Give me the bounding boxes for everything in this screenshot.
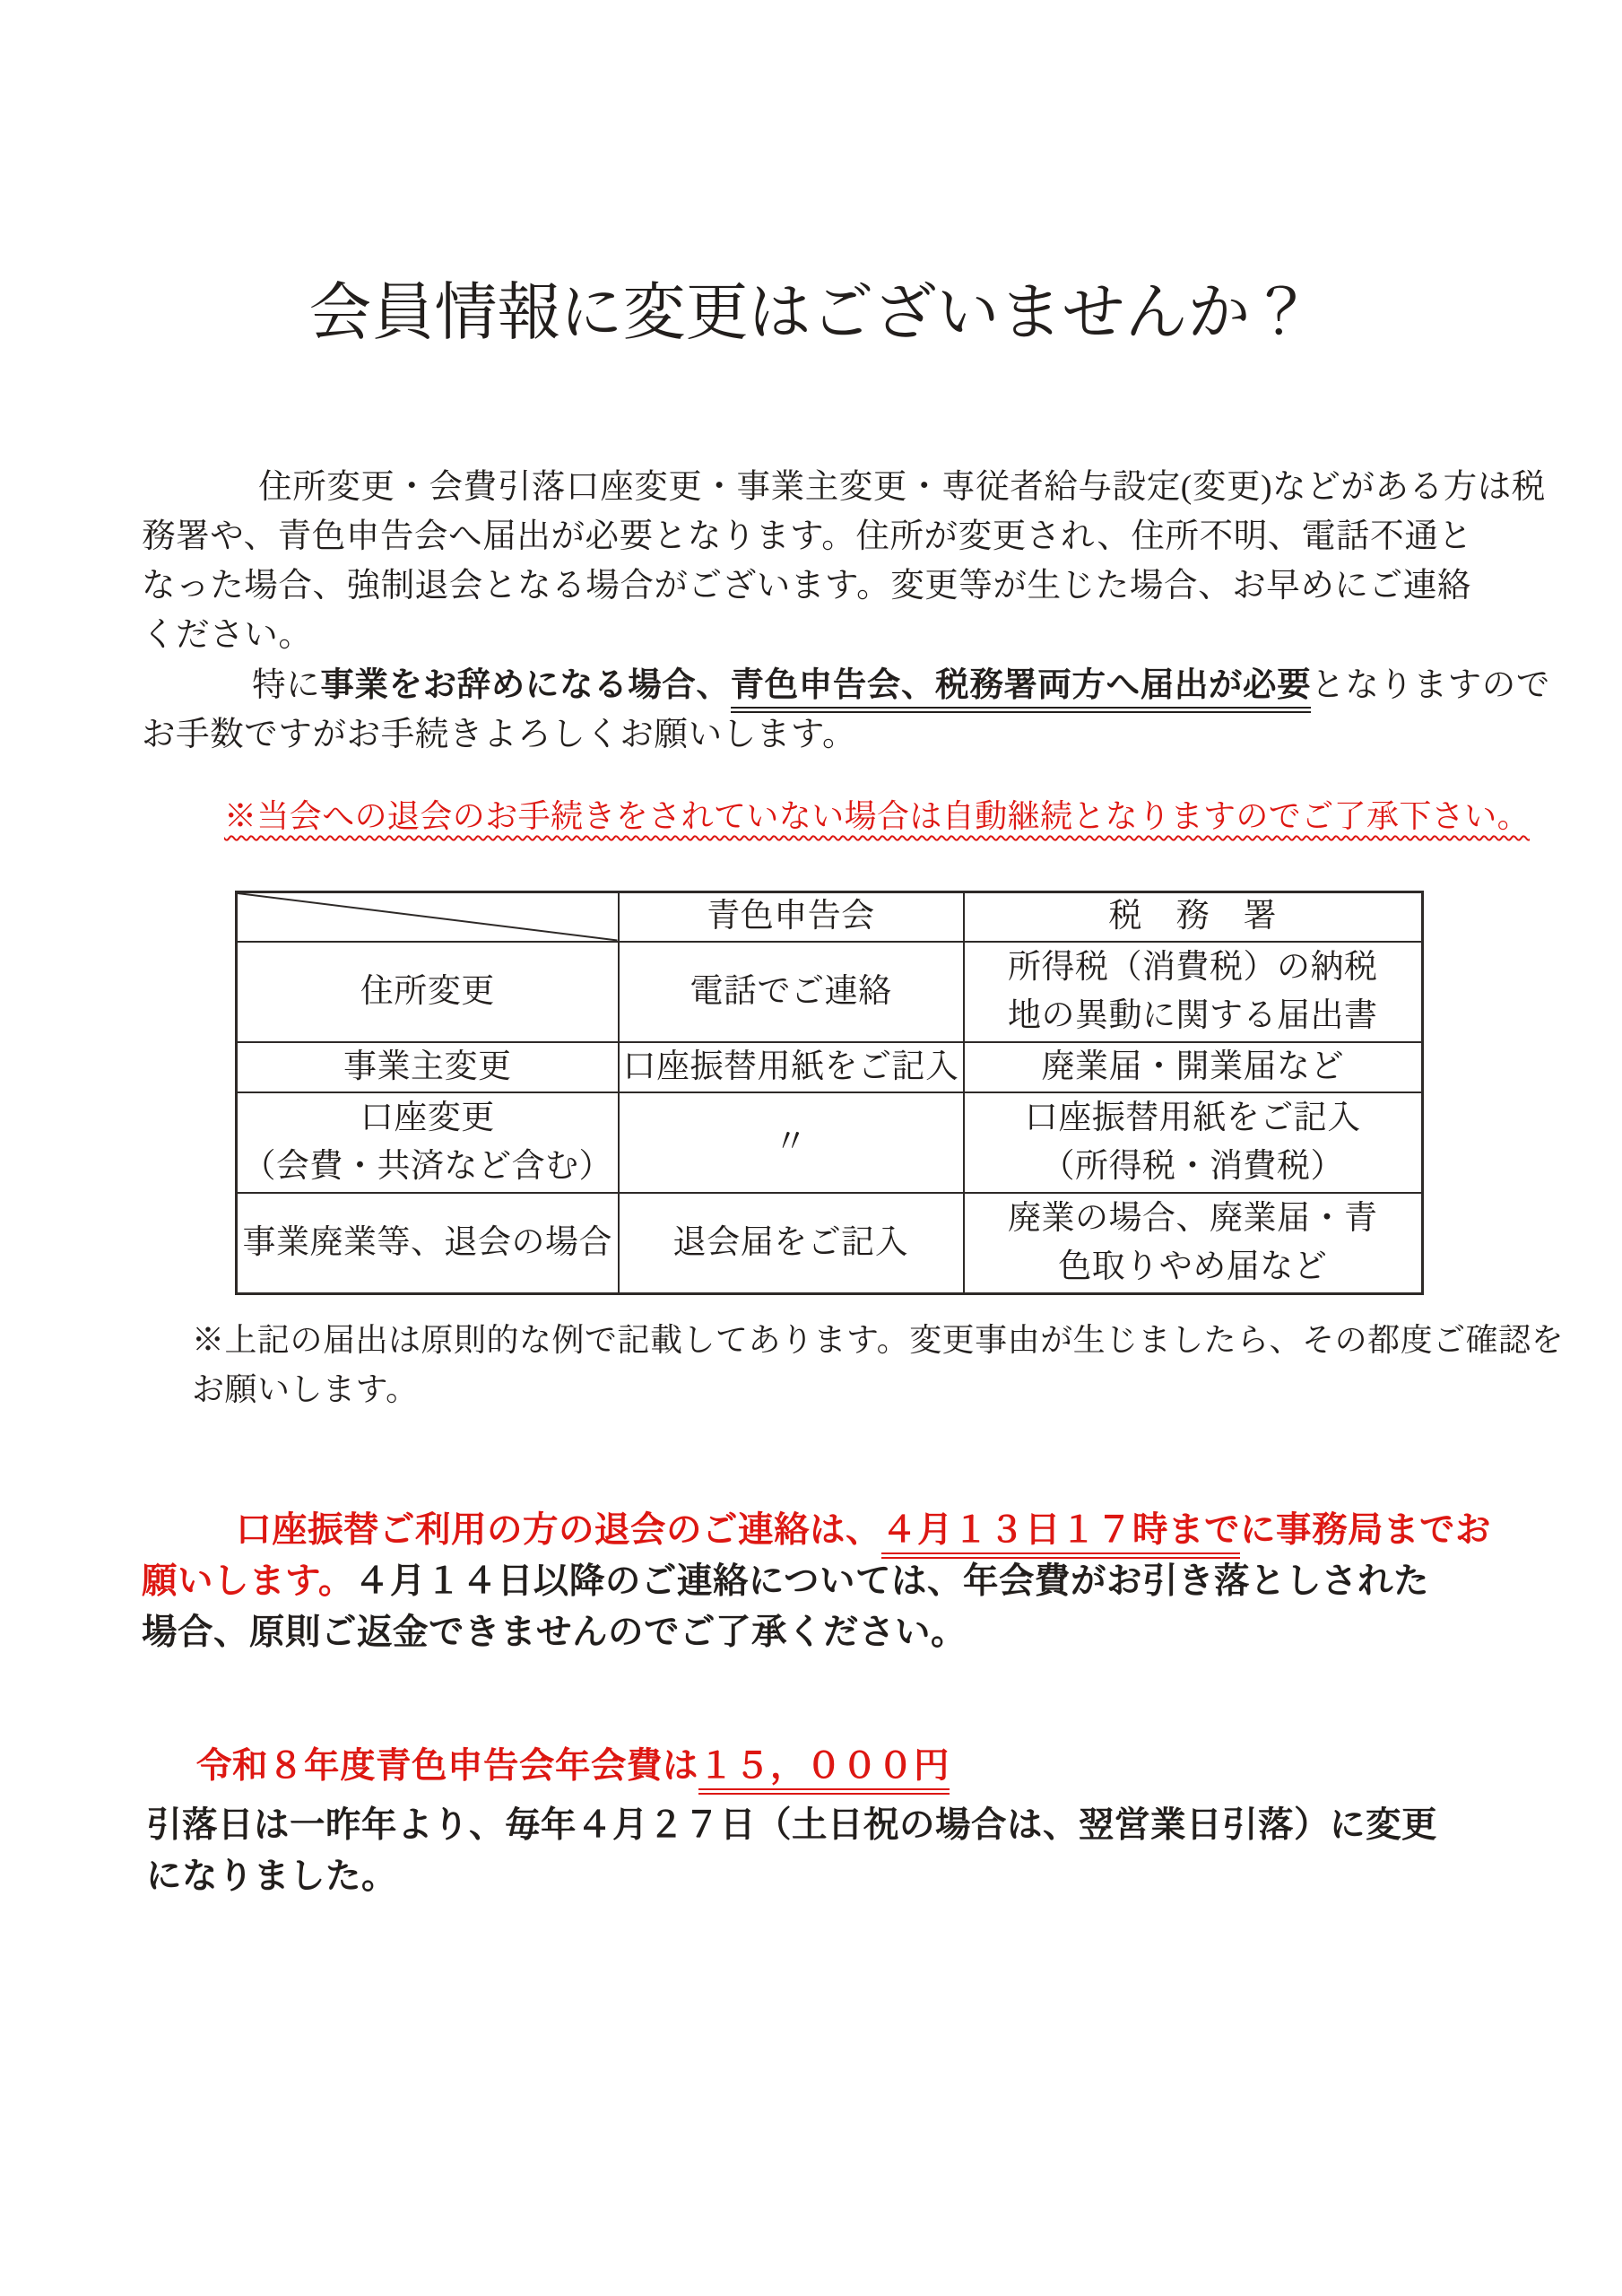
withdrawal-line2-black: ４月１４日以降のご連絡については、年会費がお引き落としされた [353,1561,1430,1601]
table-cell [964,942,1423,1042]
cell-line: 電話でご連絡 [690,972,892,1010]
intro-paragraph [142,463,1546,660]
table-header-row [237,892,1423,942]
table-note-line1: ※上記の届出は原則的な例で記載してあります。変更事由が生じましたら、その都度ご確認を [192,1322,1565,1358]
cell-line: （会費・共済など含む） [242,1147,612,1185]
table-row [237,1092,1423,1193]
table-cell [619,942,964,1042]
cell-line: 事業廃業等、退会の場合 [242,1223,612,1261]
table-header-zeimusho: 税 務 署 [964,892,1423,942]
fee-notice [146,1741,1545,1902]
table-note [192,1316,1565,1414]
table-cell [619,1193,964,1294]
table-header-aoiro: 青色申告会 [619,892,964,942]
procedure-table [235,891,1424,1295]
cell-line: 口座変更 [360,1099,495,1136]
table-cell [619,1092,964,1193]
business-close-paragraph [142,661,1550,760]
intro-line: なった場合、強制退会となる場合がございます。変更等が生じた場合、お早めにご連絡 [142,568,1471,604]
table-note-line2: お願いします。 [192,1371,419,1407]
table-row [237,1193,1423,1294]
fee-heading-text: 令和８年度青色申告会年会費は [196,1746,698,1786]
business-close-lead: 特に [218,667,321,704]
table-cell [237,942,619,1042]
cell-line: 廃業届・開業届など [1041,1048,1344,1085]
withdrawal-deadline-underlined: ４月１３日１７時まで [881,1510,1240,1559]
intro-line: ください。 [142,617,313,654]
business-close-bold: 事業をお辞めになる場合、 [320,667,731,704]
intro-line: 務署や、青色申告会へ届出が必要となります。住所が変更され、住所不明、電話不通と [142,518,1473,555]
cell-line: 事業主変更 [343,1048,512,1085]
cell-line: 退会届をご記入 [672,1223,909,1261]
auto-renewal-warning: ※当会への退会のお手続きをされていない場合は自動継続となりますのでご了承下さい。 [224,798,1531,834]
page-title: 会員情報に変更はございませんか？ [308,279,1314,348]
table-cell [237,1042,619,1092]
table-row [237,1042,1423,1092]
ditto-mark: 〃 [774,1123,808,1161]
table-corner-cell [237,892,619,942]
table-cell [964,1042,1423,1092]
table-cell [237,1092,619,1193]
fee-line3: になりました。 [146,1857,397,1896]
intro-line: 住所変更・会費引落口座変更・事業主変更・専従者給与設定(変更)などがある方は税 [224,469,1546,506]
cell-line: （所得税・消費税） [1041,1147,1344,1185]
fee-amount-underlined: １５，０００円 [698,1746,950,1795]
business-close-underlined: 青色申告会、税務署両方へ届出が必要 [731,667,1312,713]
table-cell [964,1193,1423,1294]
business-close-line2: お手数ですがお手続きよろしくお願いします。 [142,717,857,753]
cell-line: 所得税（消費税）の納税 [1008,948,1378,986]
table-cell [964,1092,1423,1193]
table-cell [619,1042,964,1092]
cell-line: 地の異動に関する届出書 [1008,996,1378,1034]
cell-line: 色取りやめ届など [1058,1248,1328,1285]
diagonal-line [238,893,618,941]
withdrawal-tail: に事務局までお [1240,1510,1491,1550]
withdrawal-lead: 口座振替ご利用の方の退会のご連絡は、 [236,1510,881,1550]
withdrawal-deadline-paragraph [142,1505,1540,1658]
table-row [237,942,1423,1042]
cell-line: 口座振替用紙をご記入 [1024,1099,1361,1136]
fee-line2: 引落日は一昨年より、毎年４月２７日（土日祝の場合は、翌営業日引落）に変更 [146,1805,1437,1845]
withdrawal-line1 [142,1505,1540,1556]
withdrawal-line2-red: 願いします。 [142,1561,354,1601]
cell-line: 廃業の場合、廃業届・青 [1008,1199,1378,1237]
cell-line: 住所変更 [360,972,495,1010]
withdrawal-line3: 場合、原則ご返金できませんのでご了承ください。 [142,1613,967,1652]
withdrawal-line2 [142,1556,1540,1607]
table-cell [237,1193,619,1294]
fee-heading [146,1741,1545,1792]
business-close-tail: となりますので [1311,667,1550,704]
cell-line: 口座振替用紙をご記入 [622,1048,959,1085]
business-close-line1 [142,661,1550,710]
